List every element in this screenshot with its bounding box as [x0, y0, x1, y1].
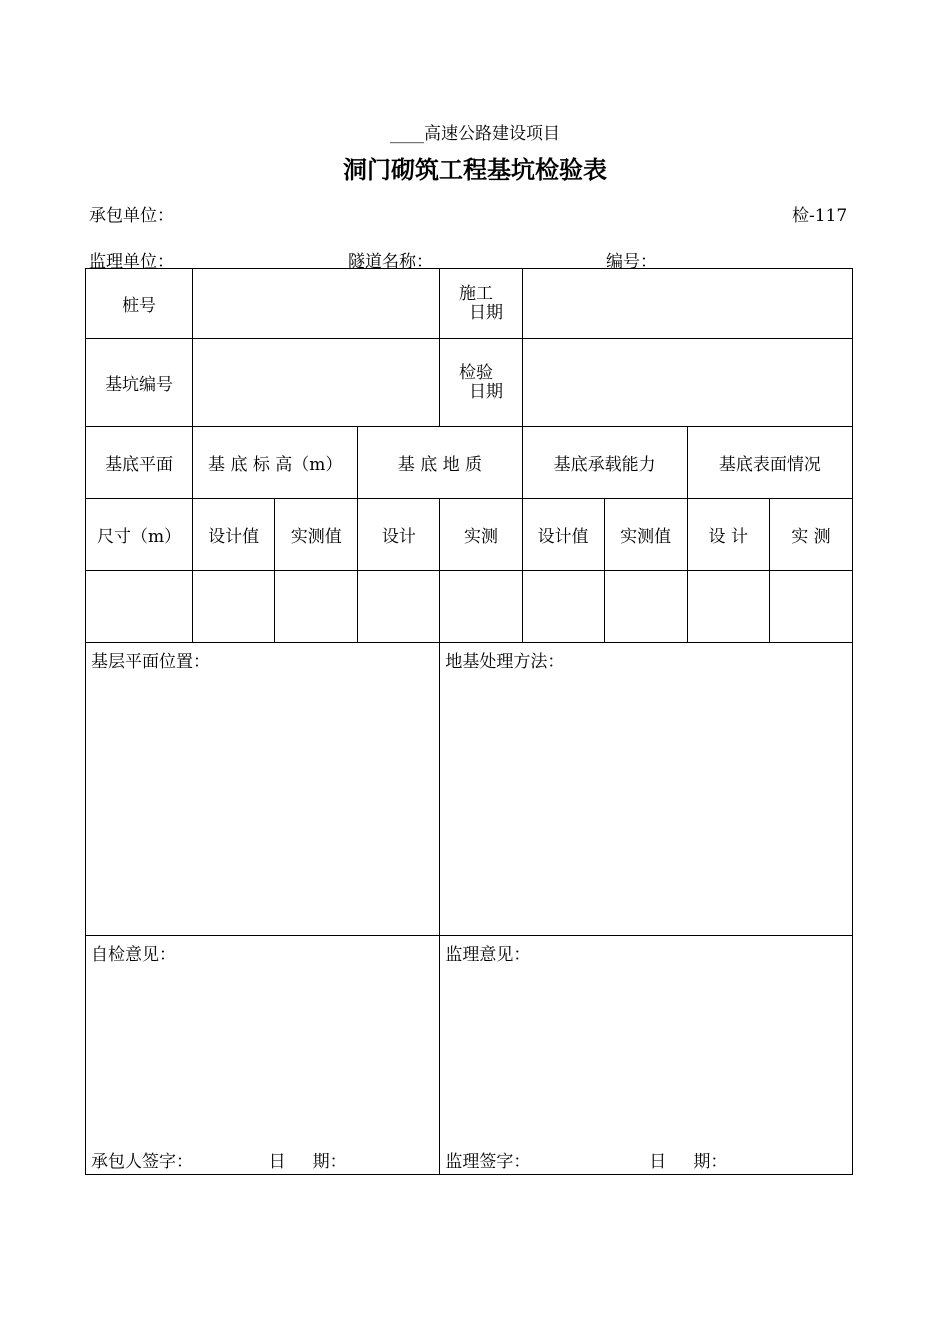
supervision-opinion-cell[interactable] — [440, 936, 853, 1175]
self-check-cell[interactable] — [86, 936, 440, 1175]
contractor-signature-line: 承包人签字： 日 期： — [91, 1152, 347, 1172]
foundation-treatment-cell[interactable] — [440, 643, 853, 936]
base-position-label: 基层平面位置： — [91, 652, 210, 672]
surface-measured-cell[interactable] — [769, 571, 852, 643]
base-plane-header: 基底平面 — [86, 427, 193, 499]
surface-design-cell[interactable] — [687, 571, 769, 643]
supervisor-label: 监理单位： — [89, 252, 174, 272]
inspection-table — [85, 268, 853, 1175]
row-opinions — [86, 936, 853, 1175]
capacity-measured-header: 实测值 — [604, 499, 687, 571]
size-header: 尺寸（m） — [86, 499, 193, 571]
pit-number-cell[interactable] — [193, 339, 440, 427]
geology-measured-cell[interactable] — [440, 571, 522, 643]
elevation-measured-cell[interactable] — [275, 571, 358, 643]
base-position-cell[interactable] — [86, 643, 440, 936]
self-check-label: 自检意见： — [91, 945, 176, 965]
pile-value-cell[interactable] — [193, 269, 440, 339]
size-value-cell[interactable] — [86, 571, 193, 643]
base-geology-header: 基 底 地 质 — [358, 427, 522, 499]
inspection-date-cell[interactable] — [522, 339, 852, 427]
capacity-design-cell[interactable] — [522, 571, 604, 643]
form-code: 检-117 — [792, 206, 848, 226]
surface-design-header: 设 计 — [687, 499, 769, 571]
surface-condition-header: 基底表面情况 — [687, 427, 852, 499]
inspection-date-label: 检验 日期 — [440, 339, 522, 427]
row-subheaders — [86, 499, 853, 571]
geology-measured-header: 实测 — [440, 499, 522, 571]
bearing-capacity-header: 基底承载能力 — [522, 427, 687, 499]
tunnel-name-label: 隧道名称： — [348, 252, 433, 272]
capacity-design-header: 设计值 — [522, 499, 604, 571]
row-values — [86, 571, 853, 643]
form-title: 洞门砌筑工程基坑检验表 — [343, 155, 607, 184]
geology-design-header: 设计 — [358, 499, 440, 571]
construction-date-cell[interactable] — [522, 269, 852, 339]
row-pit-number — [86, 339, 853, 427]
supervisor-signature-line: 监理签字： 日 期： — [445, 1152, 728, 1172]
contractor-label: 承包单位： — [89, 206, 174, 226]
row-pile — [86, 269, 853, 339]
capacity-measured-cell[interactable] — [604, 571, 687, 643]
pile-label: 桩号 — [86, 269, 193, 339]
supervision-opinion-label: 监理意见： — [445, 945, 531, 965]
geology-design-cell[interactable] — [358, 571, 440, 643]
elevation-design-cell[interactable] — [193, 571, 275, 643]
project-subtitle: ____高速公路建设项目 — [390, 124, 560, 144]
pit-number-label: 基坑编号 — [86, 339, 193, 427]
row-position-treatment — [86, 643, 853, 936]
elevation-measured-header: 实测值 — [275, 499, 358, 571]
construction-date-label: 施工 日期 — [440, 269, 522, 339]
row-headers — [86, 427, 853, 499]
elevation-design-header: 设计值 — [193, 499, 275, 571]
base-elevation-header: 基 底 标 高（m） — [193, 427, 358, 499]
number-label: 编号： — [606, 252, 657, 272]
surface-measured-header: 实 测 — [769, 499, 852, 571]
foundation-treatment-label: 地基处理方法： — [445, 652, 565, 672]
